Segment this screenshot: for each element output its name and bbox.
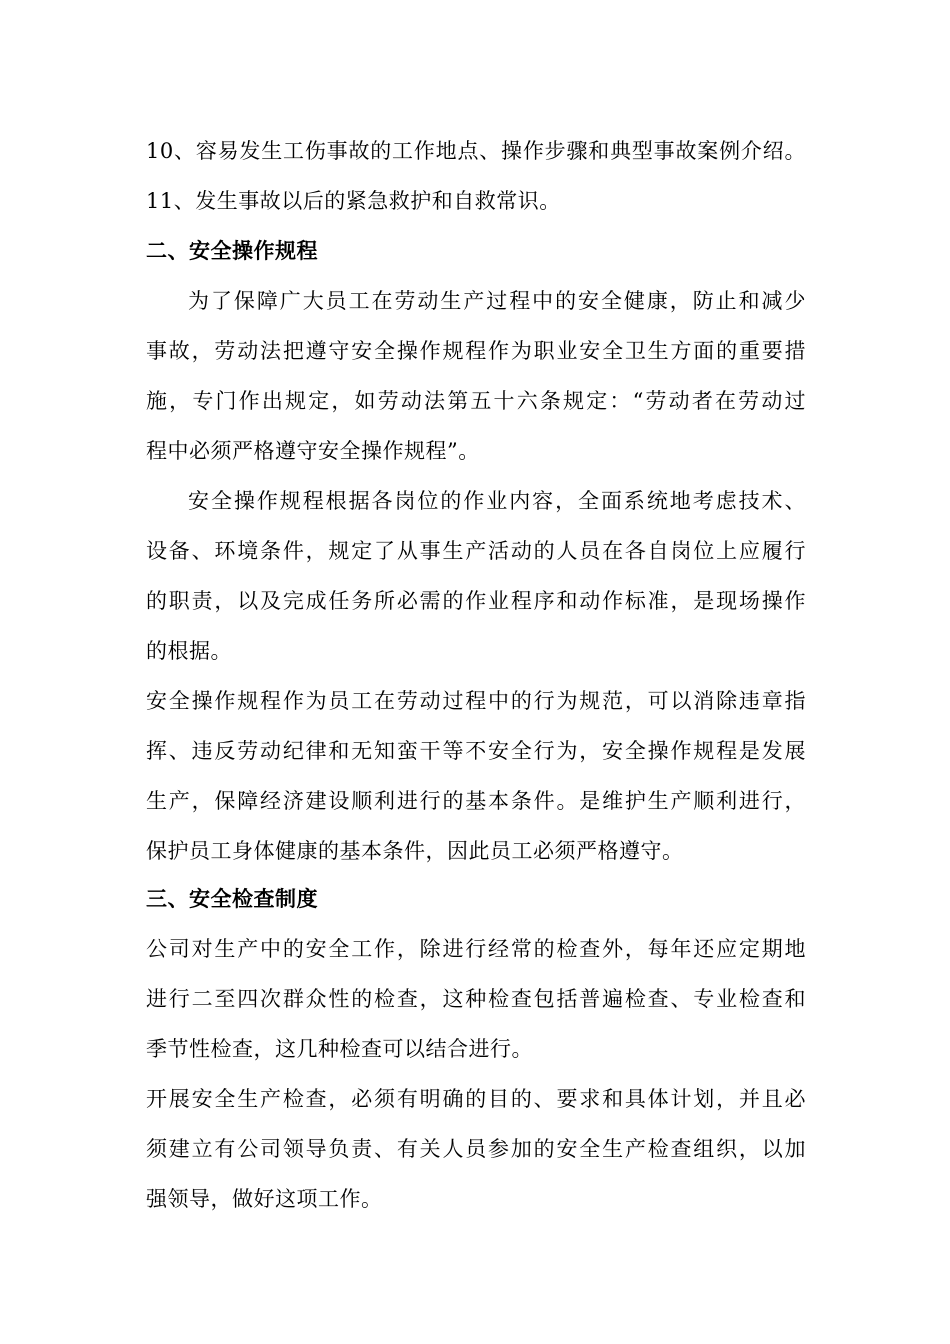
paragraph-line: 安全操作规程根据各岗位的作业内容，全面系统地考虑技术、 [188,489,806,513]
paragraph-line: 安全操作规程作为员工在劳动过程中的行为规范，可以消除违章指 [146,689,806,713]
paragraph-line: 设备、环境条件，规定了从事生产活动的人员在各自岗位上应履行 [146,539,806,563]
paragraph-line: 生产，保障经济建设顺利进行的基本条件。是维护生产顺利进行， [146,789,806,813]
section-heading-safety-inspection: 三、安全检查制度 [146,887,318,911]
paragraph-line: 进行二至四次群众性的检查，这种检查包括普遍检查、专业检查和 [146,987,806,1011]
section-heading-safety-operating-rules: 二、安全操作规程 [146,239,318,263]
paragraph-line: 季节性检查，这几种检查可以结合进行。 [146,1037,533,1061]
paragraph-line: 挥、违反劳动纪律和无知蛮干等不安全行为，安全操作规程是发展 [146,739,806,763]
paragraph-line: 保护员工身体健康的基本条件，因此员工必须严格遵守。 [146,839,684,863]
paragraph-line: 公司对生产中的安全工作，除进行经常的检查外，每年还应定期地 [146,937,806,961]
paragraph-line: 程中必须严格遵守安全操作规程”。 [146,439,480,463]
paragraph-line: 的职责，以及完成任务所必需的作业程序和动作标准，是现场操作 [146,589,806,613]
paragraph-line: 的根据。 [146,639,232,663]
paragraph-line: 为了保障广大员工在劳动生产过程中的安全健康，防止和减少 [188,289,806,313]
list-item-10: 10、容易发生工伤事故的工作地点、操作步骤和典型事故案例介绍。 [146,139,806,163]
paragraph-line: 须建立有公司领导负责、有关人员参加的安全生产检查组织，以加 [146,1137,806,1161]
list-item-11: 11、发生事故以后的紧急救护和自救常识。 [146,189,561,213]
paragraph-line: 施，专门作出规定，如劳动法第五十六条规定：“劳动者在劳动过 [146,389,806,413]
paragraph-line: 事故，劳动法把遵守安全操作规程作为职业安全卫生方面的重要措 [146,339,806,363]
paragraph-line: 开展安全生产检查，必须有明确的目的、要求和具体计划，并且必 [146,1087,806,1111]
paragraph-line: 强领导，做好这项工作。 [146,1187,383,1211]
